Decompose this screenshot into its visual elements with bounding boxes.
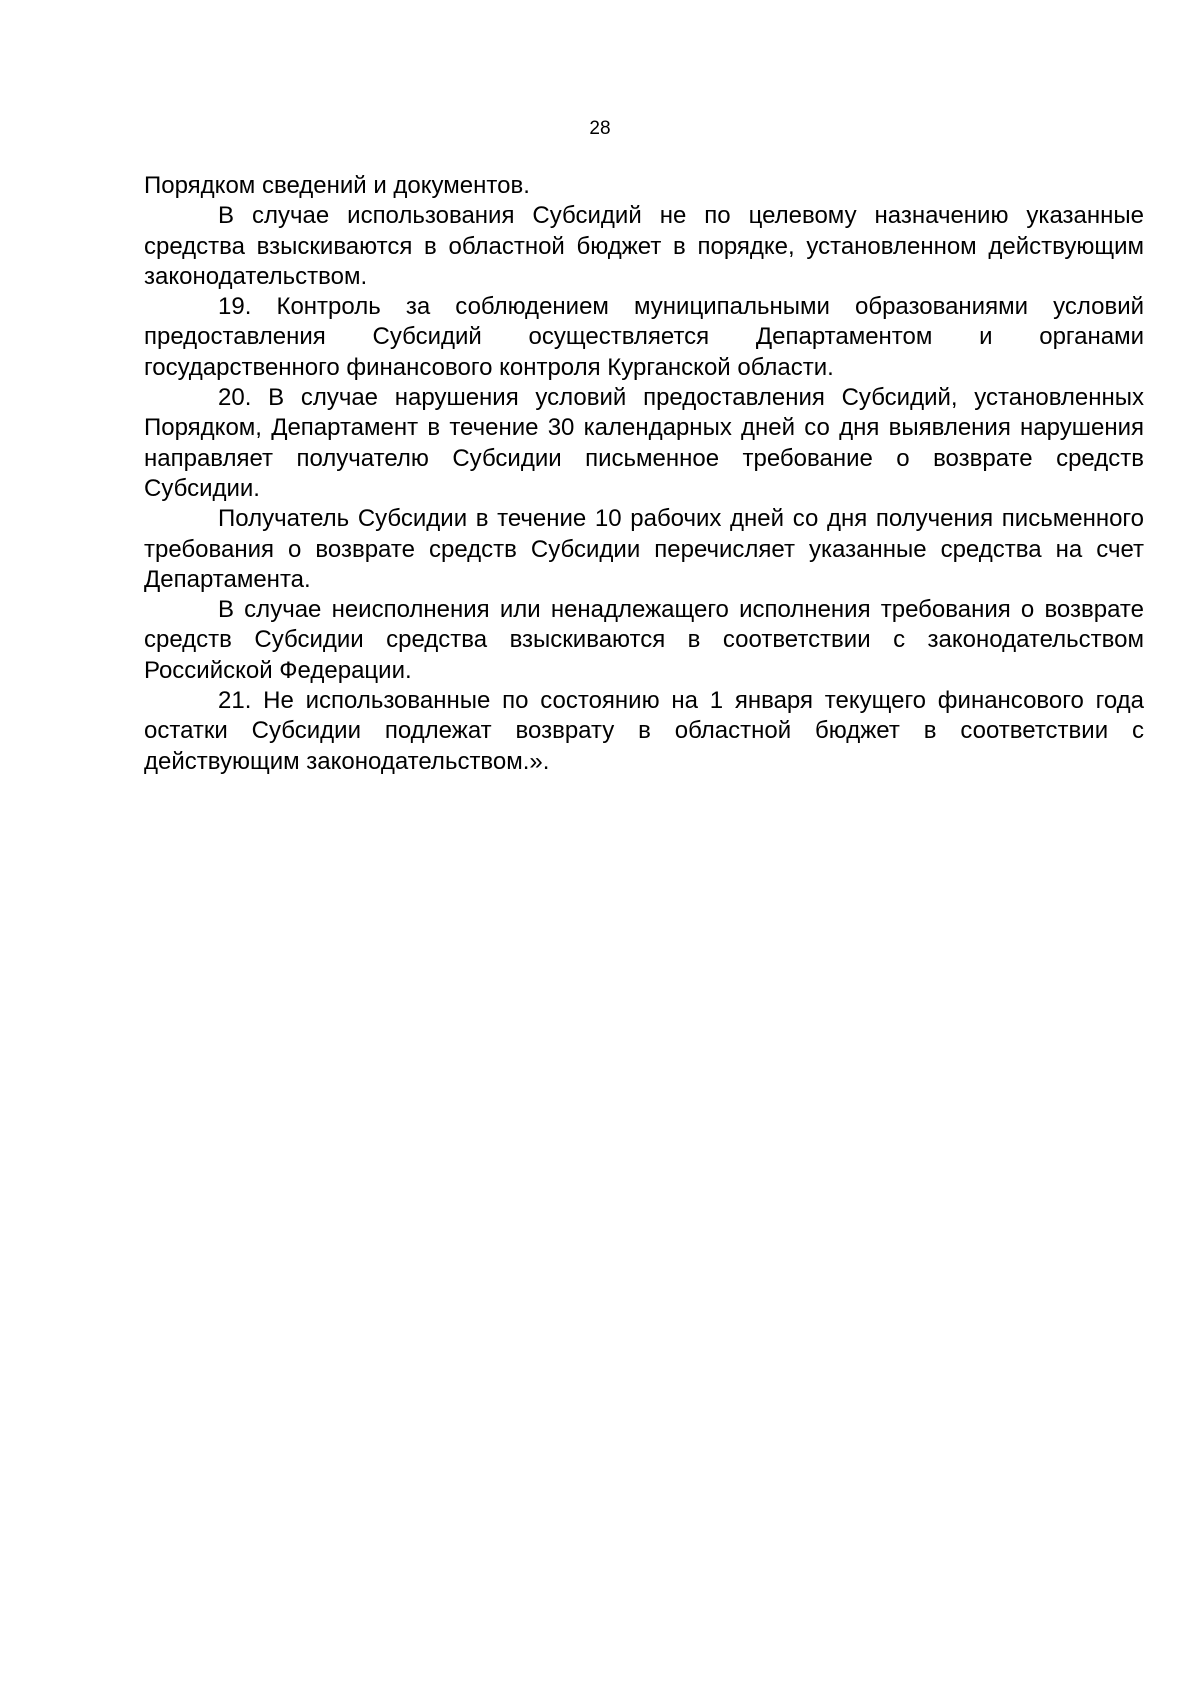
paragraph-non-fulfillment: В случае неисполнения или ненадлежащего исполнения требования о возврате средств Субсидии средства взыскиваются в соответствии с законодательством Российской Федерации. xyxy=(144,596,1144,684)
document-body xyxy=(144,171,1144,777)
paragraph-continuation: Порядком сведений и документов. xyxy=(144,172,530,199)
paragraph-item-21: 21. Не использованные по состоянию на 1 января текущего финансового года остатки Субсидии подлежат возврату в областной бюджет в соответствии с действующим законодательством.». xyxy=(144,687,1144,775)
paragraph-item-19: 19. Контроль за соблюдением муниципальными образованиями условий предоставления Субсидий осуществляется Департаментом и органами государственного финансового контроля Курганской области. xyxy=(144,293,1144,381)
paragraph-misuse-recovery: В случае использования Субсидий не по целевому назначению указанные средства взыскиваются в областной бюджет в порядке, установленном действующим законодательством. xyxy=(144,202,1144,290)
paragraph-recipient-refund: Получатель Субсидии в течение 10 рабочих дней со дня получения письменного требования о возврате средств Субсидии перечисляет указанные средства на счет Департамента. xyxy=(144,505,1144,593)
page-number: 28 xyxy=(589,118,611,139)
paragraph-item-20: 20. В случае нарушения условий предоставления Субсидий, установленных Порядком, Департамент в течение 30 календарных дней со дня выявления нарушения направляет получателю Субсидии письменное требование о возврате средств Субсидии. xyxy=(144,384,1144,502)
